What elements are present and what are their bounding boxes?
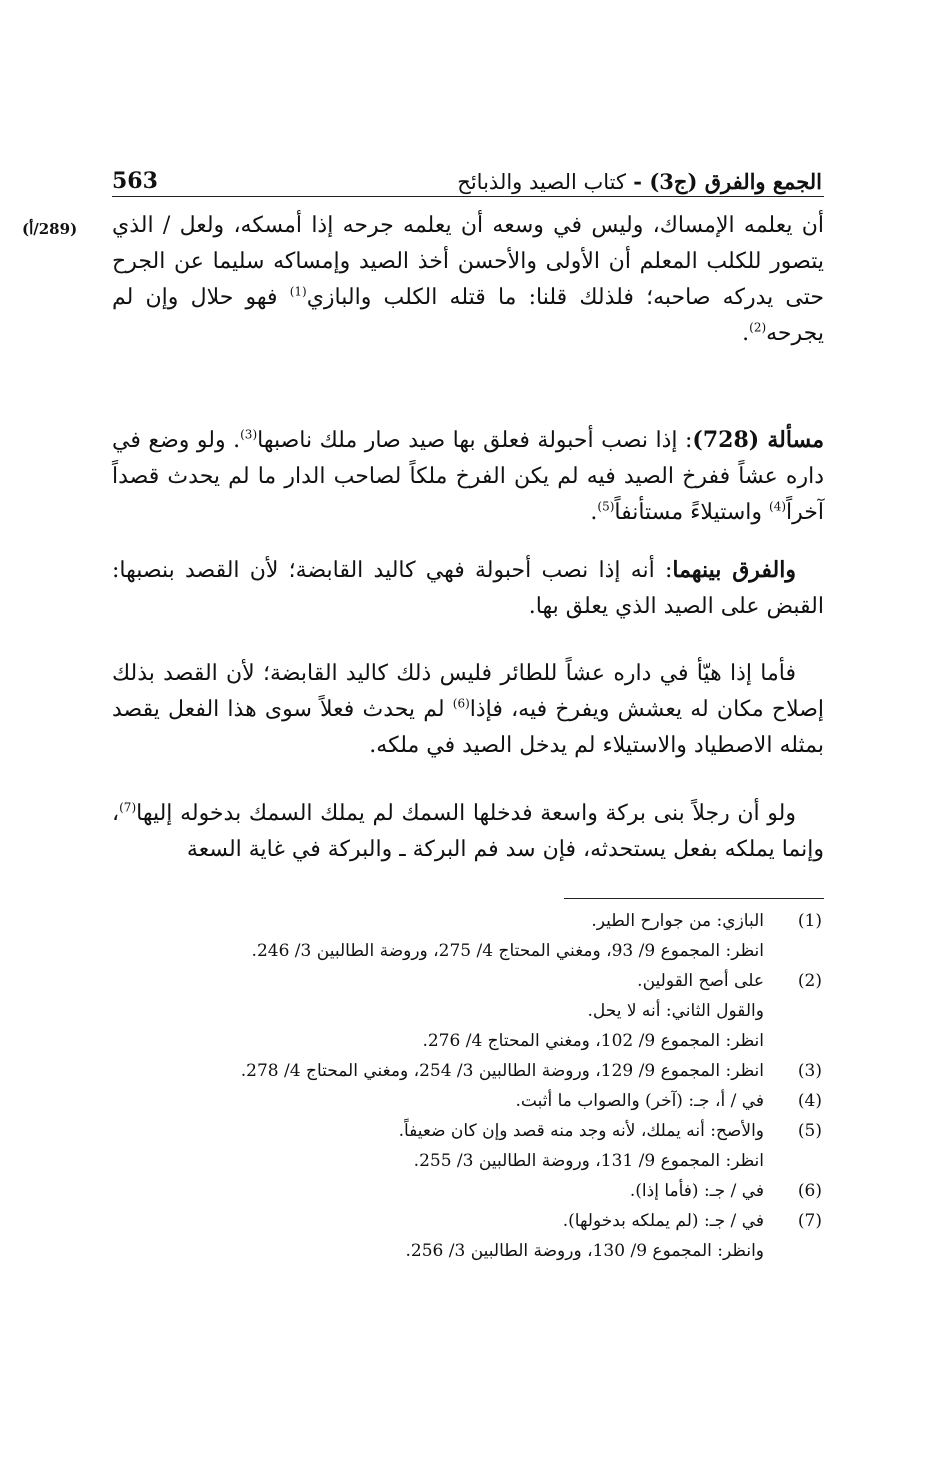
footnote-1	[150, 906, 822, 966]
paragraph-1-text: أن يعلمه الإمساك، وليس في وسعه أن يعلمه جرحه إذا أمسكه، ولعل / الذي يتصور للكلب المعلم أن الأولى والأحسن أخذ الصيد وإمساكه سليما عن الجرح حتى يدركه صاحبه؛ فلذلك قلنا: ما قتله الكلب والبازي	[112, 213, 824, 310]
chapter-title: كتاب الصيد والذبائح	[457, 170, 626, 194]
difference-label: والفرق بينهما	[672, 557, 796, 583]
issue-728-paragraph	[112, 422, 824, 531]
difference-paragraph	[112, 552, 824, 625]
footnote-ref-7[interactable]: (7)	[119, 800, 137, 815]
footnote-line: في / أ، جـ: (آخر) والصواب ما أثبت.	[515, 1091, 764, 1111]
footnotes	[150, 906, 822, 1266]
footnote-line: وانظر: المجموع 9/ 130، وروضة الطالبين 3/ 256.	[405, 1241, 764, 1261]
manuscript-folio-note: (289/أ)	[22, 220, 78, 238]
issue-text: : إذا نصب أحبولة فعلق بها صيد صار ملك ناصبها	[257, 428, 693, 453]
footnote-line: انظر: المجموع 9/ 93، ومغني المحتاج 4/ 275، وروضة الطالبين 3/ 246.	[251, 941, 764, 961]
paragraph-1-end: .	[742, 321, 750, 346]
footnote-ref-1[interactable]: (1)	[289, 284, 307, 299]
footnote-line: والقول الثاني: أنه لا يحل.	[587, 1001, 764, 1021]
header-rule	[112, 196, 824, 197]
footnote-line: انظر: المجموع 9/ 102، ومغني المحتاج 4/ 276.	[422, 1031, 764, 1051]
nest-text: فأما إذا هيّأ في داره عشاً للطائر فليس ذلك كاليد القابضة؛ لأن القصد بذلك إصلاح مكان له يعشش ويفرخ فيه، فإذا	[112, 661, 824, 722]
paragraph-1	[112, 208, 824, 352]
difference-text: : أنه إذا نصب أحبولة فهي كاليد القابضة؛ لأن القصد بنصبها: القبض على الصيد الذي يعلق بها.	[112, 558, 824, 619]
footnote-line: في / جـ: (لم يملكه بدخولها).	[562, 1211, 764, 1231]
footnote-4	[150, 1086, 822, 1116]
issue-text-end: .	[590, 500, 598, 525]
footnote-line: والأصح: أنه يملك، لأنه وجد منه قصد وإن كان ضعيفاً.	[398, 1121, 764, 1141]
pool-text-b: ، وإنما يملكه بفعل يستحدثه، فإن سد فم البركة ـ والبركة في غاية السعة	[112, 801, 824, 862]
running-title	[457, 169, 822, 194]
footnote-number: (7)	[797, 1211, 822, 1231]
footnote-line: انظر: المجموع 9/ 131، وروضة الطالبين 3/ 255.	[413, 1151, 764, 1171]
footnote-number: (1)	[797, 911, 822, 931]
footnote-line: البازي: من جوارح الطير.	[591, 911, 764, 931]
footnote-7	[150, 1206, 822, 1266]
footnote-number: (5)	[797, 1121, 822, 1141]
title-separator: -	[625, 169, 650, 194]
footnote-ref-5[interactable]: (5)	[597, 499, 615, 514]
footnote-number: (4)	[797, 1091, 822, 1111]
issue-text-c: واستيلاءً مستأنفاً	[614, 500, 770, 525]
footnote-ref-4[interactable]: (4)	[769, 499, 787, 514]
footnote-2	[150, 966, 822, 1056]
footnote-ref-2[interactable]: (2)	[749, 320, 767, 335]
footnote-number: (6)	[797, 1181, 822, 1201]
footnote-ref-6[interactable]: (6)	[452, 696, 470, 711]
nest-text-b: لم يحدث فعلاً سوى هذا الفعل يقصد بمثله الاصطياد والاستيلاء لم يدخل الصيد في ملكه.	[112, 697, 824, 758]
footnote-3	[150, 1056, 822, 1086]
footnote-line: انظر: المجموع 9/ 129، وروضة الطالبين 3/ 254، ومغني المحتاج 4/ 278.	[240, 1061, 764, 1081]
book-title: الجمع والفرق (ج3)	[649, 169, 822, 194]
pool-text: ولو أن رجلاً بنى بركة واسعة فدخلها السمك لم يملك السمك بدخوله إليها	[136, 801, 796, 826]
paragraph-nest	[112, 656, 824, 764]
paragraph-pool	[112, 796, 824, 868]
footnote-number: (3)	[797, 1061, 822, 1081]
footnote-line: على أصح القولين.	[637, 971, 764, 991]
footnote-5	[150, 1116, 822, 1176]
page-number: 563	[112, 168, 158, 194]
footnote-separator	[564, 898, 824, 899]
running-header	[112, 150, 822, 194]
footnote-6	[150, 1176, 822, 1206]
footnote-line: في / جـ: (فأما إذا).	[629, 1181, 764, 1201]
footnote-ref-3[interactable]: (3)	[240, 427, 258, 442]
footnote-number: (2)	[797, 971, 822, 991]
issue-text-b: . ولو وضع في داره عشاً ففرخ الصيد فيه لم يكن الفرخ ملكاً لصاحب الدار ما لم يحدث قصداً آخراً	[112, 428, 824, 525]
paragraph-1-text-b: فهو حلال وإن لم يجرحه	[112, 285, 824, 346]
issue-label: مسألة (728)	[692, 427, 824, 453]
